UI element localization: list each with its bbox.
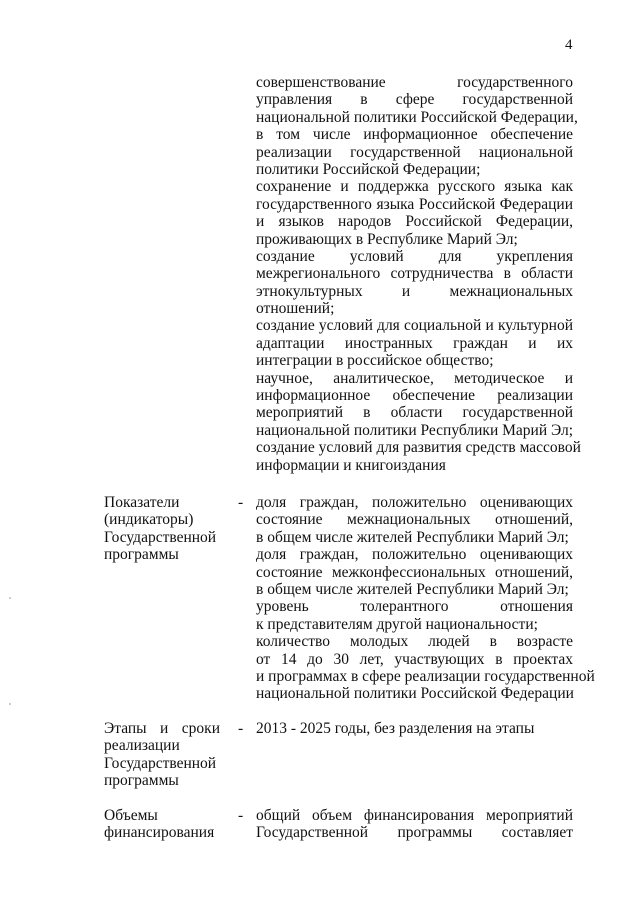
text-line: научное, аналитическое, методическое и xyxy=(256,369,573,387)
text-line: создание условий для социальной и культурной xyxy=(256,317,573,335)
text-line: от 14 до 30 лет, участвующих в проектах xyxy=(256,650,573,668)
text-line: создание условий для развития средств массовой xyxy=(256,439,581,457)
text-line: проживающих в Республике Марий Эл; xyxy=(256,230,518,248)
text-line: в общем числе жителей Республики Марий Эл; xyxy=(256,528,569,546)
text-line: информационное обеспечение реализации xyxy=(256,387,573,405)
label-line: финансирования xyxy=(104,824,215,842)
label-line: программы xyxy=(104,546,179,564)
indicators-dash: - xyxy=(238,494,244,511)
text-line: создание условий для укрепления xyxy=(256,247,573,265)
text-line: мероприятий в области государственной xyxy=(256,404,573,422)
text-line: межрегионального сотрудничества в области xyxy=(256,265,573,283)
text-line: национальной политики Российской Федерации xyxy=(256,685,574,703)
label-line: Объемы xyxy=(104,807,158,824)
funding-text xyxy=(256,807,573,842)
text-line: интеграции в российское общество; xyxy=(256,352,494,370)
indicators-label xyxy=(104,494,220,564)
text-line: этнокультурных и межнациональных xyxy=(256,282,573,300)
text-line: национальной политики Республики Марий Эл; xyxy=(256,421,574,439)
text-line: количество молодых людей в возрасте xyxy=(256,633,573,651)
text-line: 2013 - 2025 годы, без разделения на этапы xyxy=(256,720,535,737)
text-line: отношений; xyxy=(256,300,335,318)
text-line: политики Российской Федерации; xyxy=(256,160,481,178)
continuation-text xyxy=(256,74,581,474)
stages-label xyxy=(104,720,220,790)
label-line: Государственной xyxy=(104,528,217,546)
stages-text xyxy=(256,720,573,737)
funding-label xyxy=(104,807,220,842)
text-line: доля граждан, положительно оценивающих xyxy=(256,494,573,511)
indicators-text xyxy=(256,494,595,703)
stages-dash: - xyxy=(238,720,244,737)
scan-speck xyxy=(9,703,11,705)
text-line: сохранение и поддержка русского языка как xyxy=(256,178,573,196)
text-line: общий объем финансирования мероприятий xyxy=(256,807,573,824)
text-line: управления в сфере государственной xyxy=(256,91,573,109)
text-line: адаптации иностранных граждан и их xyxy=(256,334,573,352)
label-line: реализации xyxy=(104,737,180,755)
text-line: в общем числе жителей Республики Марий Эл; xyxy=(256,580,569,598)
text-line: в том числе информационное обеспечение xyxy=(256,126,573,144)
funding-dash: - xyxy=(238,807,244,824)
text-line: состояние межконфессиональных отношений, xyxy=(256,563,573,581)
text-line: к представителям другой национальности; xyxy=(256,615,538,633)
text-line: и программах в сфере реализации государственной xyxy=(256,667,595,685)
text-line: состояние межнациональных отношений, xyxy=(256,511,573,529)
label-line: Этапы и сроки xyxy=(104,720,220,737)
text-line: реализации государственной национальной xyxy=(256,143,573,161)
text-line: совершенствование государственного xyxy=(256,74,573,91)
text-line: национальной политики Российской Федерации, xyxy=(256,108,578,126)
page-number: 4 xyxy=(565,37,573,53)
text-line: Государственной программы составляет xyxy=(256,824,573,842)
label-line: Государственной xyxy=(104,754,217,772)
label-line: Показатели xyxy=(104,494,180,511)
label-line: программы xyxy=(104,772,179,790)
scan-speck xyxy=(9,597,11,599)
label-line: (индикаторы) xyxy=(104,511,194,529)
text-line: информации и книгоиздания xyxy=(256,456,446,474)
text-line: уровень толерантного отношения xyxy=(256,598,573,616)
text-line: государственного языка Российской Федерации xyxy=(256,195,573,213)
text-line: доля граждан, положительно оценивающих xyxy=(256,546,573,564)
text-line: и языков народов Российской Федерации, xyxy=(256,213,573,231)
